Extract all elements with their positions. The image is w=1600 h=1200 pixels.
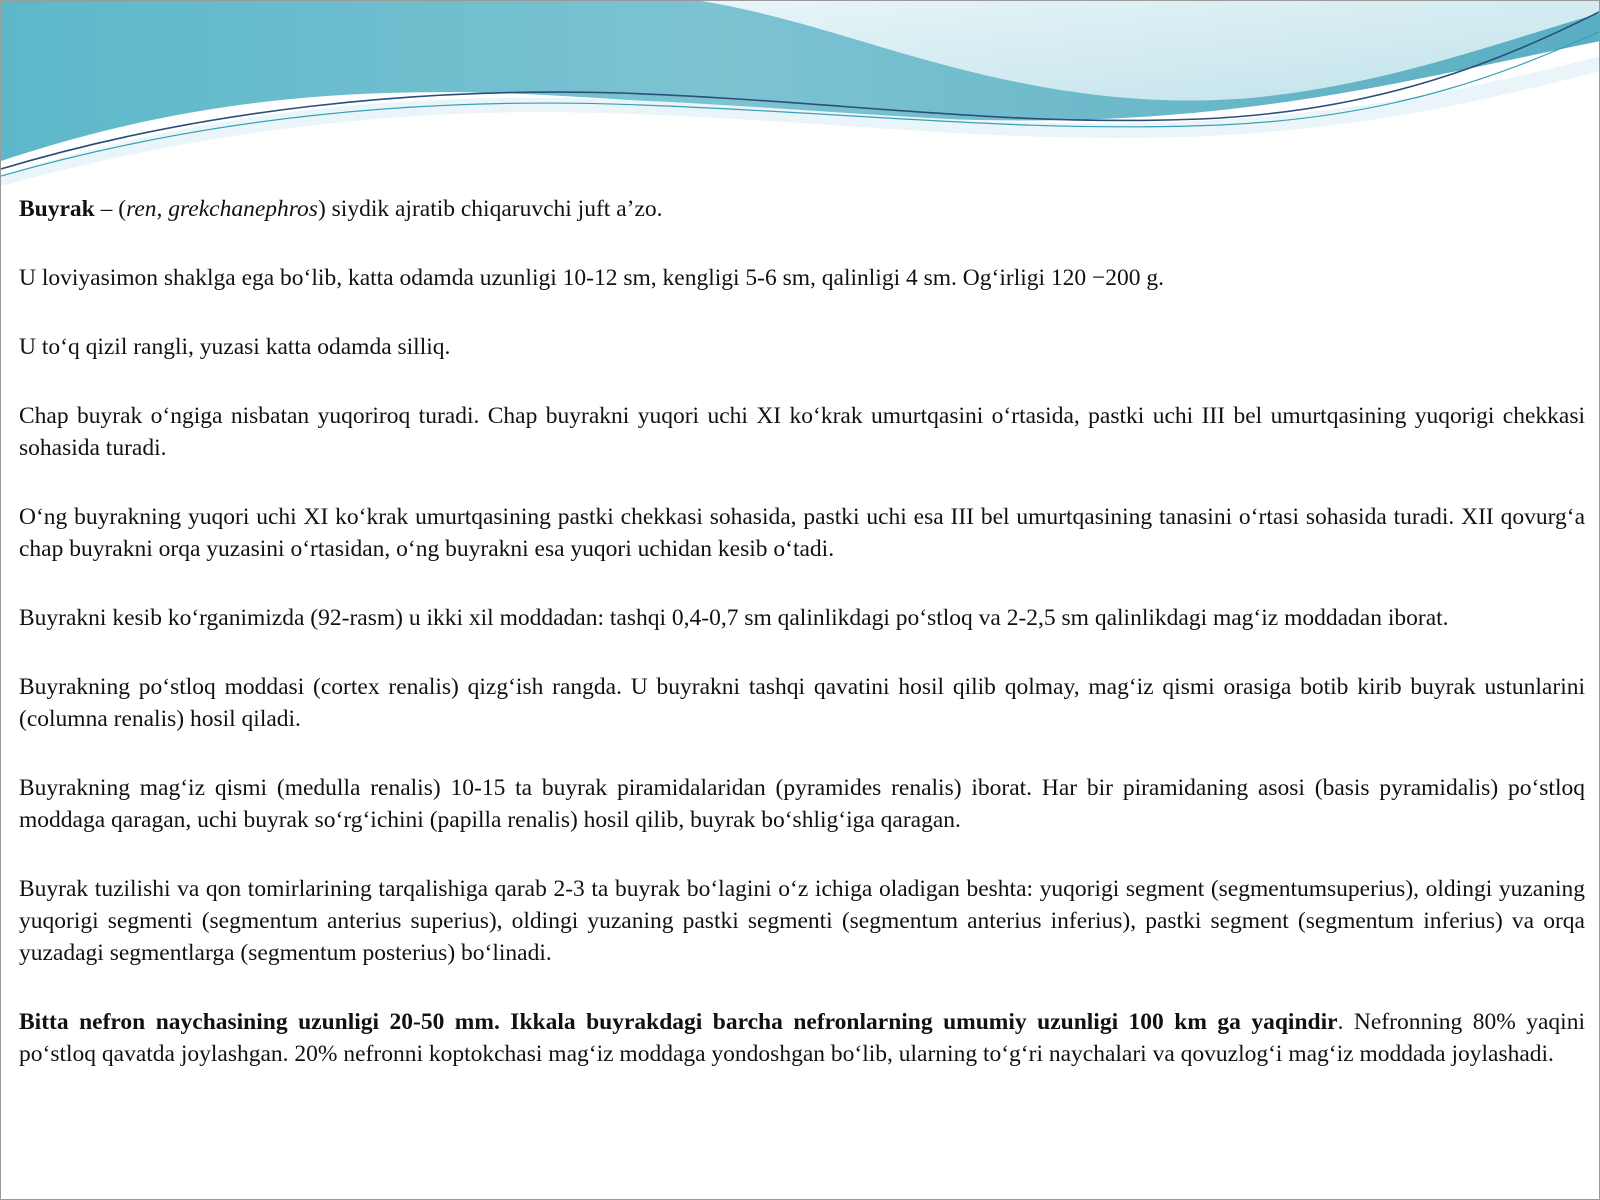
definition-rest: ) siydik ajratib chiqaruvchi juft a’zo. bbox=[317, 196, 663, 222]
paragraph-right-kidney: O‘ng buyrakning yuqori uchi XI ko‘krak umurtqasining pastki chekkasi sohasida, pastki uchi esa III bel umurtqasining tanasini o‘rtasi sohasida turadi. XII qovurg‘a chap buyrakni orqa yuzasini o‘rtasidan, o‘ng buyrakni esa yuqori uchidan kesib o‘tadi. bbox=[19, 504, 1585, 562]
paragraph-dimensions: U loviyasimon shaklga ega bo‘lib, katta odamda uzunligi 10-12 sm, kengligi 5-6 sm, qalinligi 4 sm. Og‘irligi 120 −200 g. bbox=[19, 265, 1165, 291]
paragraph-color: U to‘q qizil rangli, yuzasi katta odamda silliq. bbox=[19, 334, 451, 360]
term-bold: Buyrak bbox=[19, 196, 95, 222]
paragraph-section: Buyrakni kesib ko‘rganimizda (92-rasm) u ikki xil moddadan: tashqi 0,4-0,7 sm qalinlikdagi po‘stloq va 2-2,5 sm qalinlikdagi mag‘iz moddadan iborat. bbox=[19, 605, 1449, 631]
wave-header-decoration bbox=[1, 1, 1600, 191]
nephron-rest: . Nefronning 80% yaqini po‘stloq qavatda joylashgan. 20% nefronni koptokchasi mag‘iz moddaga yondoshgan bo‘lib, ularning to‘g‘ri naychalari va qovuzlog‘i mag‘iz moddada joylashadi. bbox=[19, 1009, 1585, 1067]
text-body bbox=[19, 193, 1585, 1070]
paragraph-nephron bbox=[19, 1006, 1585, 1070]
paragraph-medulla: Buyrakning mag‘iz qismi (medulla renalis) 10-15 ta buyrak piramidalaridan (pyramides renalis) iborat. Har bir piramidaning asosi (basis pyramidalis) po‘stloq moddaga qaragan, uchi buyrak so‘rg‘ichini (papilla renalis) hosil qilib, buyrak bo‘shlig‘iga qaragan. bbox=[19, 775, 1585, 833]
dash-open: – ( bbox=[94, 196, 127, 222]
paragraph-definition bbox=[19, 193, 1585, 225]
latin-term: ren, grekchanephros bbox=[126, 196, 318, 222]
paragraph-cortex: Buyrakning po‘stloq moddasi (cortex renalis) qizg‘ish rangda. U buyrakni tashqi qavatini hosil qilib qolmay, mag‘iz qismi orasiga botib kirib buyrak ustunlarini (columna renalis) hosil qiladi. bbox=[19, 674, 1585, 732]
nephron-bold: Bitta nefron naychasining uzunligi 20-50 mm. Ikkala buyrakdagi barcha nefronlarning umumiy uzunligi 100 km ga yaqindir bbox=[19, 1009, 1338, 1035]
paragraph-segments: Buyrak tuzilishi va qon tomirlarining tarqalishiga qarab 2-3 ta buyrak bo‘lagini o‘z ichiga oladigan beshta: yuqorigi segment (segmentumsuperius), oldingi yuzaning yuqorigi segmenti (segmentum anterius superius), oldingi yuzaning pastki segmenti (segmentum anterius inferius), pastki segment (segmentum inferius) va orqa yuzadagi segmentlarga (segmentum posterius) bo‘linadi. bbox=[19, 876, 1585, 966]
paragraph-left-kidney: Chap buyrak o‘ngiga nisbatan yuqoriroq turadi. Chap buyrakni yuqori uchi XI ko‘krak umurtqasini o‘rtasida, pastki uchi III bel umurtqasining yuqorigi chekkasi sohasida turadi. bbox=[19, 403, 1585, 461]
